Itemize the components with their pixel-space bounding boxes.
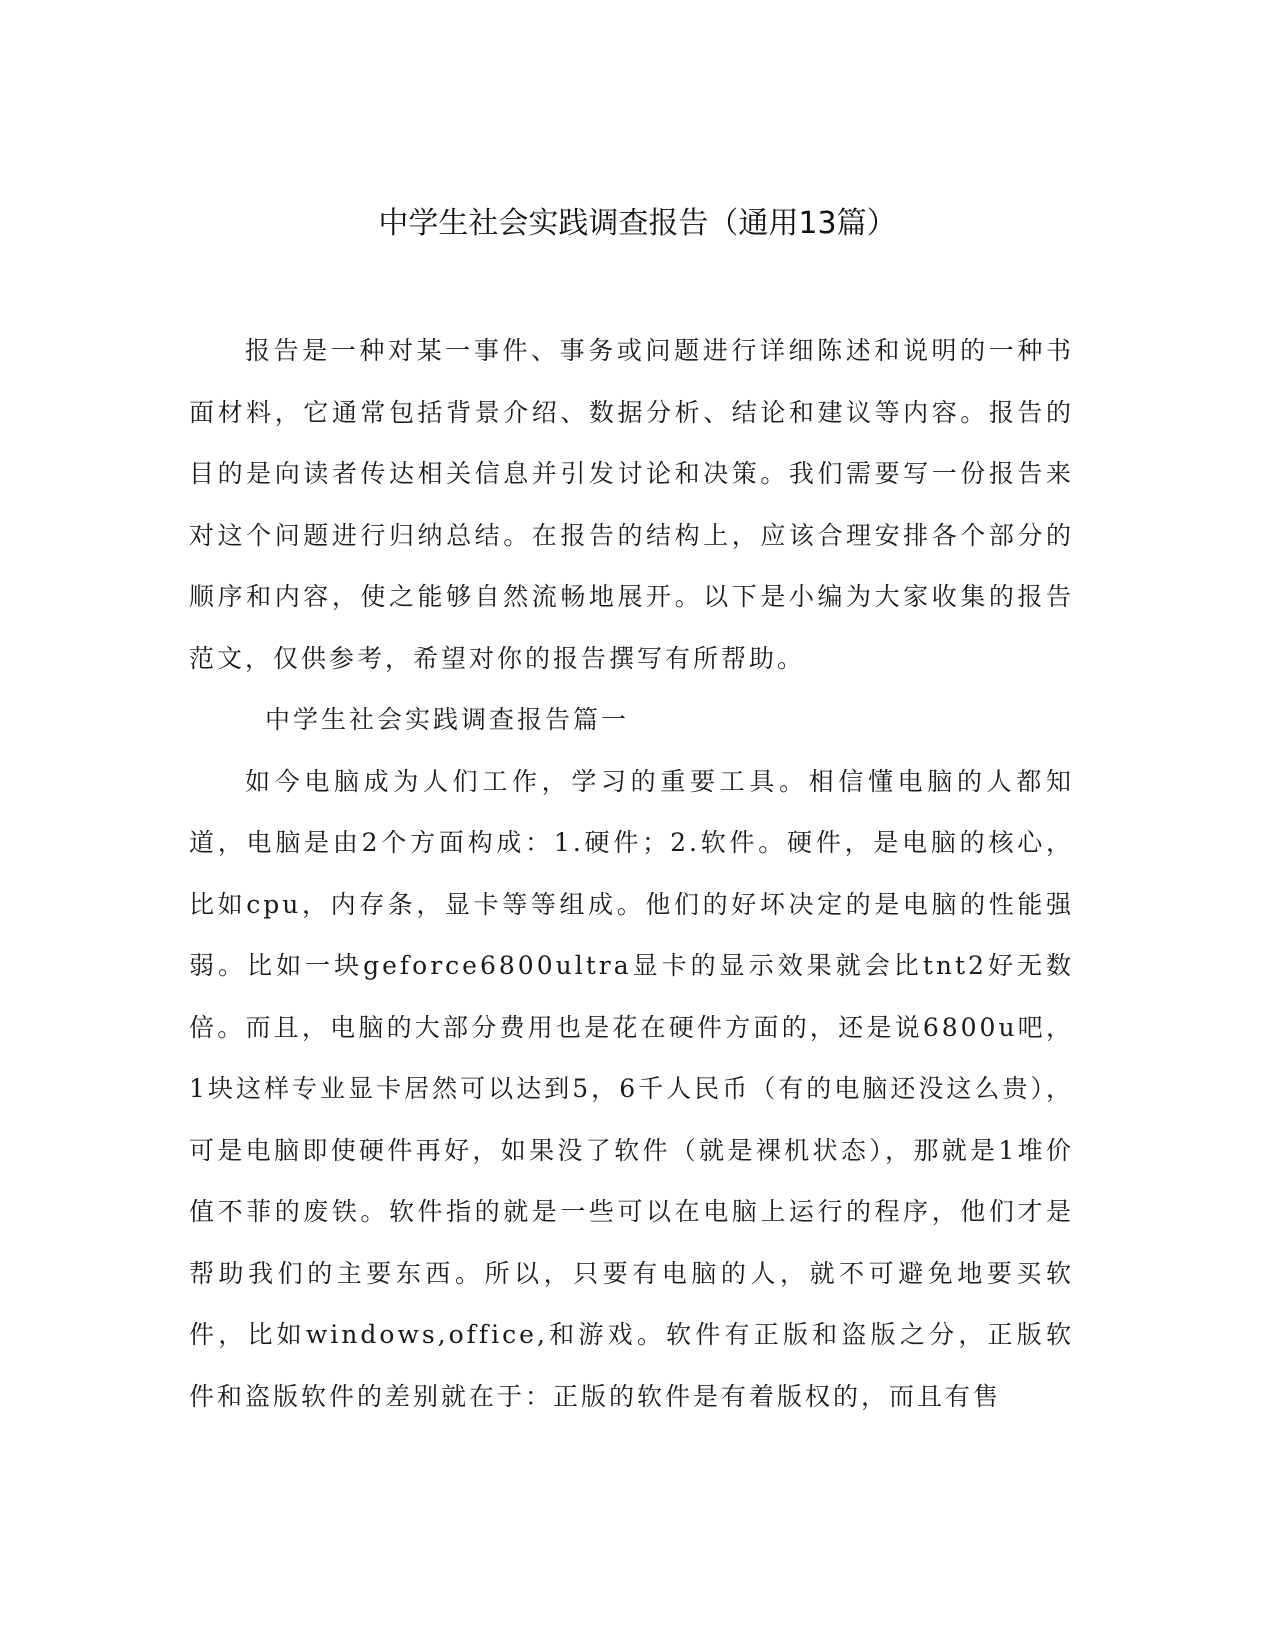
section-heading: 中学生社会实践调查报告篇一 <box>265 705 630 734</box>
document-title: 中学生社会实践调查报告（通用13篇） <box>378 206 897 241</box>
document-body <box>189 320 1074 1427</box>
section-paragraph: 如今电脑成为人们工作，学习的重要工具。相信懂电脑的人都知道，电脑是由2个方面构成：1.硬件；2.软件。硬件，是电脑的核心，比如cpu，内存条，显卡等等组成。他们的好坏决定的是电脑的性能强弱。比如一块geforce6800ultra显卡的显示效果就会比tnt2好无数倍。而且，电脑的大部分费用也是花在硬件方面的，还是说6800u吧，1块这样专业显卡居然可以达到5，6千人民币（有的电脑还没这么贵），可是电脑即使硬件再好，如果没了软件（就是裸机状态），那就是1堆价值不菲的废铁。软件指的就是一些可以在电脑上运行的程序，他们才是帮助我们的主要东西。所以，只要有电脑的人，就不可避免地要买软件，比如windows,office,和游戏。软件有正版和盗版之分，正版软件和盗版软件的差别就在于：正版的软件是有着版权的，而且有售 <box>189 766 1074 1411</box>
intro-paragraph: 报告是一种对某一事件、事务或问题进行详细陈述和说明的一种书面材料，它通常包括背景介绍、数据分析、结论和建议等内容。报告的目的是向读者传达相关信息并引发讨论和决策。我们需要写一份报告来对这个问题进行归纳总结。在报告的结构上，应该合理安排各个部分的顺序和内容，使之能够自然流畅地展开。以下是小编为大家收集的报告范文，仅供参考，希望对你的报告撰写有所帮助。 <box>189 336 1074 673</box>
